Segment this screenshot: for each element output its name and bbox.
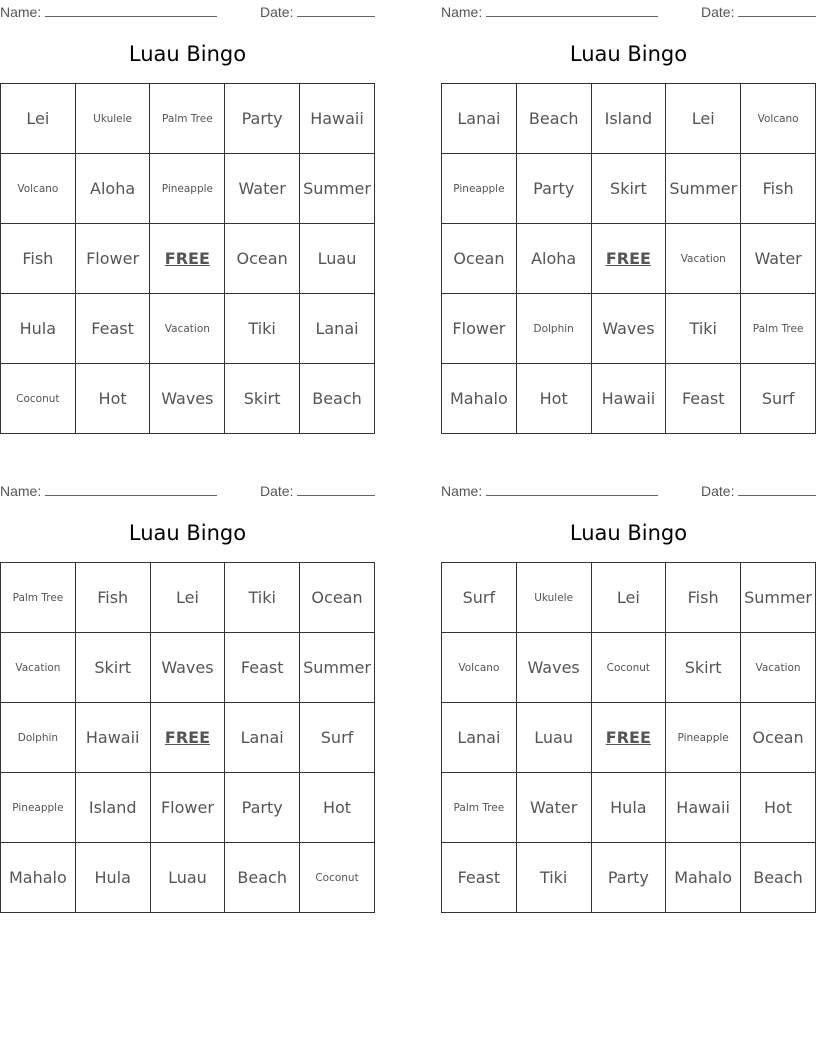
bingo-grid [441, 562, 816, 913]
bingo-cell: Beach [300, 364, 375, 434]
bingo-row [1, 224, 375, 294]
card-header [0, 481, 375, 499]
bingo-row [442, 703, 816, 773]
date-label: Date: [701, 483, 735, 499]
bingo-row [1, 843, 375, 913]
date-line[interactable] [297, 481, 375, 496]
bingo-row [442, 843, 816, 913]
bingo-cell: Lei [150, 563, 225, 633]
bingo-cell: Party [516, 154, 591, 224]
bingo-cell: Hawaii [300, 84, 375, 154]
bingo-card-4 [441, 479, 816, 915]
bingo-cell: Hula [1, 294, 76, 364]
bingo-cell: Hot [516, 364, 591, 434]
free-space: FREE [150, 224, 225, 294]
bingo-cell: Tiki [225, 294, 300, 364]
bingo-cell: Feast [666, 364, 741, 434]
bingo-cell: Summer [741, 563, 816, 633]
card-header [441, 2, 816, 20]
bingo-cell: Ocean [300, 563, 375, 633]
bingo-cell: Luau [300, 224, 375, 294]
bingo-row [442, 563, 816, 633]
bingo-cell: Palm Tree [442, 773, 517, 843]
bingo-cell: Aloha [516, 224, 591, 294]
bingo-cell: Ukulele [75, 84, 150, 154]
bingo-cell: Dolphin [516, 294, 591, 364]
bingo-cell: Beach [741, 843, 816, 913]
bingo-cell: Beach [516, 84, 591, 154]
bingo-cell: Feast [225, 633, 300, 703]
bingo-cell: Palm Tree [1, 563, 76, 633]
bingo-cell: Feast [75, 294, 150, 364]
bingo-grid [0, 562, 375, 913]
bingo-cell: Lanai [442, 703, 517, 773]
bingo-cell: Island [591, 84, 666, 154]
bingo-cell: Vacation [1, 633, 76, 703]
bingo-cell: Dolphin [1, 703, 76, 773]
bingo-row [1, 154, 375, 224]
name-field[interactable] [0, 2, 217, 20]
bingo-row [1, 84, 375, 154]
bingo-card-1 [0, 0, 375, 436]
bingo-cell: Lei [666, 84, 741, 154]
bingo-cell: Water [741, 224, 816, 294]
bingo-cell: Feast [442, 843, 517, 913]
name-label: Name: [0, 4, 42, 20]
bingo-row [442, 364, 816, 434]
card-title: Luau Bingo [128, 521, 247, 545]
date-line[interactable] [297, 2, 375, 17]
bingo-row [1, 773, 375, 843]
bingo-card-3 [0, 479, 375, 915]
date-label: Date: [260, 4, 294, 20]
bingo-cell: Hot [741, 773, 816, 843]
bingo-grid [0, 83, 375, 434]
bingo-cell: Hawaii [666, 773, 741, 843]
card-title: Luau Bingo [569, 521, 688, 545]
bingo-cell: Luau [150, 843, 225, 913]
bingo-cell: Ocean [225, 224, 300, 294]
bingo-cell: Surf [741, 364, 816, 434]
bingo-cell: Vacation [741, 633, 816, 703]
date-label: Date: [260, 483, 294, 499]
bingo-cell: Flower [75, 224, 150, 294]
bingo-row [1, 703, 375, 773]
bingo-cell: Summer [300, 154, 375, 224]
free-space: FREE [591, 703, 666, 773]
bingo-row [442, 154, 816, 224]
bingo-cell: Skirt [591, 154, 666, 224]
bingo-cell: Water [516, 773, 591, 843]
bingo-cell: Pineapple [1, 773, 76, 843]
bingo-cell: Mahalo [666, 843, 741, 913]
name-line[interactable] [45, 481, 217, 496]
card-header [0, 2, 375, 20]
bingo-cell: Pineapple [442, 154, 517, 224]
bingo-cell: Vacation [150, 294, 225, 364]
bingo-cell: Flower [442, 294, 517, 364]
name-field[interactable] [441, 481, 658, 499]
bingo-cell: Waves [150, 633, 225, 703]
card-title: Luau Bingo [569, 42, 688, 66]
free-space: FREE [591, 224, 666, 294]
bingo-cell: Mahalo [442, 364, 517, 434]
bingo-cell: Party [591, 843, 666, 913]
card-header [441, 481, 816, 499]
name-line[interactable] [45, 2, 217, 17]
bingo-cell: Surf [442, 563, 517, 633]
bingo-cell: Hot [300, 773, 375, 843]
bingo-cell: Pineapple [150, 154, 225, 224]
bingo-cell: Hawaii [591, 364, 666, 434]
date-field[interactable] [260, 2, 375, 20]
bingo-cell: Fish [75, 563, 150, 633]
name-line[interactable] [486, 481, 658, 496]
bingo-cell: Waves [591, 294, 666, 364]
bingo-cell: Tiki [225, 563, 300, 633]
bingo-cell: Lei [1, 84, 76, 154]
bingo-cell: Hawaii [75, 703, 150, 773]
bingo-cell: Flower [150, 773, 225, 843]
bingo-grid [441, 83, 816, 434]
bingo-cell: Ukulele [516, 563, 591, 633]
bingo-card-2 [441, 0, 816, 436]
bingo-row [1, 364, 375, 434]
date-field[interactable] [701, 481, 816, 499]
bingo-row [442, 294, 816, 364]
bingo-row [1, 633, 375, 703]
bingo-row [442, 773, 816, 843]
date-field[interactable] [701, 2, 816, 20]
bingo-cell: Lanai [225, 703, 300, 773]
bingo-cell: Fish [1, 224, 76, 294]
bingo-cell: Pineapple [666, 703, 741, 773]
bingo-cell: Lei [591, 563, 666, 633]
bingo-cell: Volcano [1, 154, 76, 224]
bingo-cell: Coconut [300, 843, 375, 913]
name-label: Name: [0, 483, 42, 499]
bingo-cell: Waves [516, 633, 591, 703]
bingo-cell: Hula [75, 843, 150, 913]
bingo-cell: Volcano [741, 84, 816, 154]
date-line[interactable] [738, 2, 816, 17]
bingo-cell: Ocean [442, 224, 517, 294]
bingo-cell: Beach [225, 843, 300, 913]
bingo-cell: Luau [516, 703, 591, 773]
date-label: Date: [701, 4, 735, 20]
bingo-cell: Vacation [666, 224, 741, 294]
bingo-cell: Hula [591, 773, 666, 843]
date-line[interactable] [738, 481, 816, 496]
bingo-cell: Tiki [516, 843, 591, 913]
bingo-cell: Surf [300, 703, 375, 773]
bingo-cell: Water [225, 154, 300, 224]
bingo-cell: Palm Tree [741, 294, 816, 364]
bingo-cell: Party [225, 773, 300, 843]
bingo-cell: Volcano [442, 633, 517, 703]
bingo-cell: Skirt [225, 364, 300, 434]
bingo-cell: Lanai [442, 84, 517, 154]
date-field[interactable] [260, 481, 375, 499]
bingo-cell: Aloha [75, 154, 150, 224]
bingo-cell: Waves [150, 364, 225, 434]
card-title: Luau Bingo [128, 42, 247, 66]
bingo-cell: Skirt [666, 633, 741, 703]
bingo-cell: Lanai [300, 294, 375, 364]
bingo-cell: Fish [741, 154, 816, 224]
bingo-row [442, 224, 816, 294]
bingo-cell: Palm Tree [150, 84, 225, 154]
name-field[interactable] [0, 481, 217, 499]
bingo-row [1, 563, 375, 633]
bingo-cell: Ocean [741, 703, 816, 773]
bingo-cell: Island [75, 773, 150, 843]
bingo-row [1, 294, 375, 364]
bingo-row [442, 84, 816, 154]
bingo-cell: Mahalo [1, 843, 76, 913]
name-field[interactable] [441, 2, 658, 20]
bingo-cell: Summer [666, 154, 741, 224]
bingo-row [442, 633, 816, 703]
bingo-cell: Party [225, 84, 300, 154]
free-space: FREE [150, 703, 225, 773]
bingo-cell: Fish [666, 563, 741, 633]
name-label: Name: [441, 4, 483, 20]
name-label: Name: [441, 483, 483, 499]
name-line[interactable] [486, 2, 658, 17]
bingo-cell: Summer [300, 633, 375, 703]
bingo-cell: Skirt [75, 633, 150, 703]
bingo-cell: Coconut [1, 364, 76, 434]
bingo-cell: Hot [75, 364, 150, 434]
bingo-cell: Coconut [591, 633, 666, 703]
bingo-cell: Tiki [666, 294, 741, 364]
